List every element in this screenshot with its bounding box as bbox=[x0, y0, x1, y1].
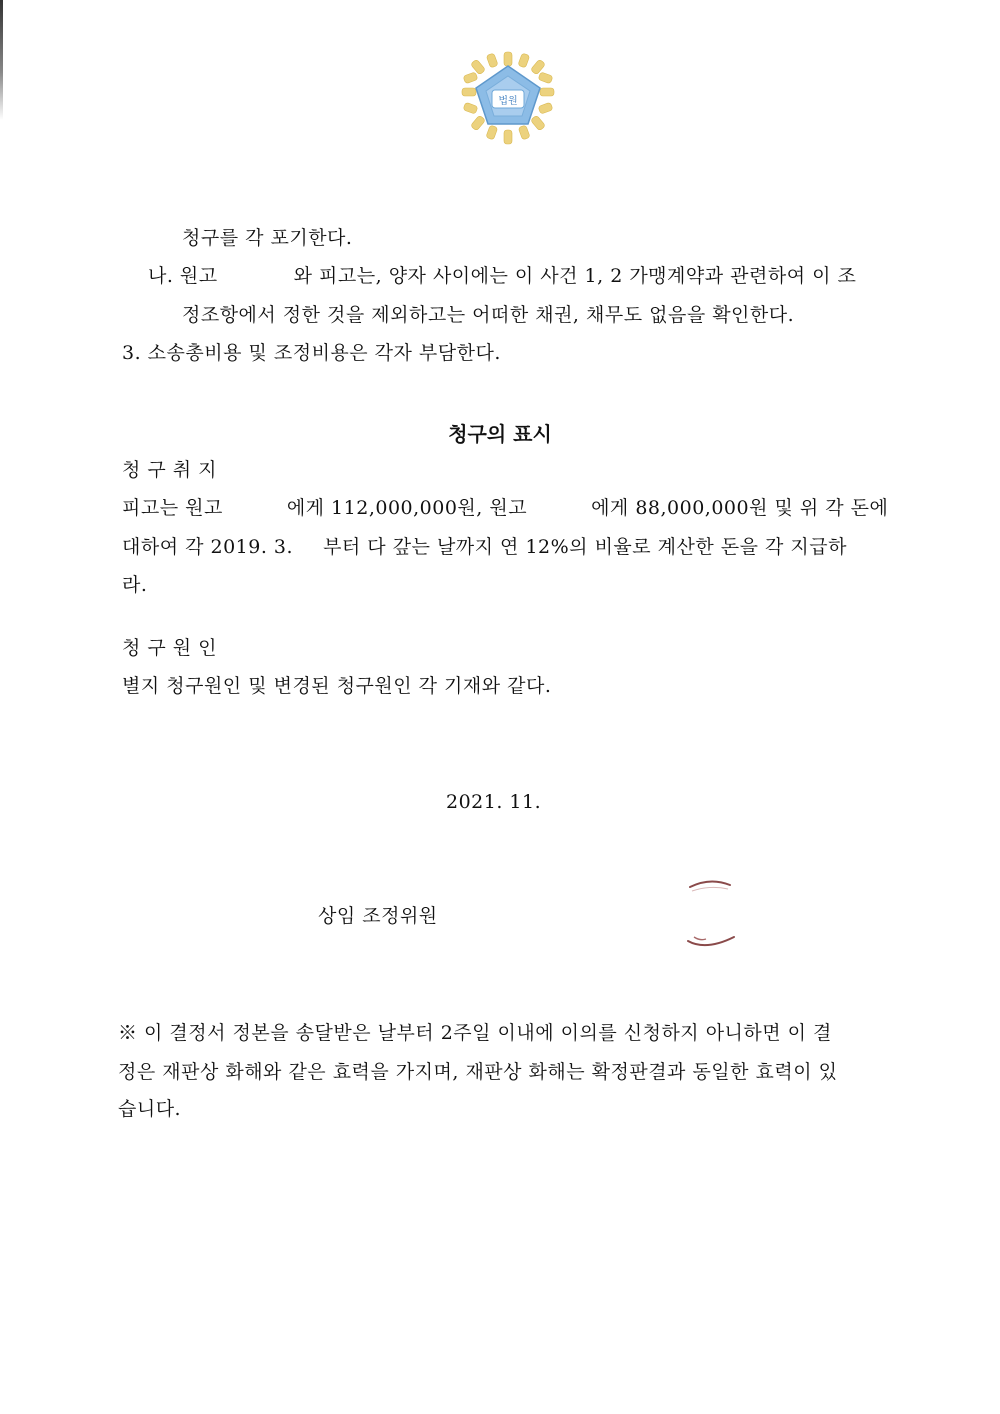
claim-cause-label: 청 구 원 인 bbox=[122, 637, 218, 659]
clause-line-2 bbox=[148, 264, 856, 288]
claim-purpose-1a: 피고는 원고 bbox=[122, 497, 223, 519]
notice-line-1: ※ 이 결정서 정본을 송달받은 날부터 2주일 이내에 이의를 신청하지 아니하면 이 결 bbox=[118, 1022, 832, 1044]
clause-line-3: 정조항에서 정한 것을 제외하고는 어떠한 채권, 채무도 없음을 확인한다. bbox=[182, 304, 795, 326]
claim-purpose-line-3: 라. bbox=[122, 574, 148, 596]
claim-purpose-2b: 부터 다 갚는 날까지 연 12%의 비율로 계산한 돈을 각 지급하 bbox=[323, 536, 847, 558]
clause-line-1: 청구를 각 포기한다. bbox=[182, 227, 353, 249]
document-date: 2021. 11. bbox=[446, 791, 542, 813]
claim-heading: 청구의 표시 bbox=[448, 422, 552, 446]
scan-edge bbox=[0, 0, 3, 120]
notice-line-3: 습니다. bbox=[118, 1098, 182, 1120]
claim-purpose-line-1 bbox=[122, 496, 888, 520]
clause-line-2-rest: 와 피고는, 양자 사이에는 이 사건 1, 2 가맹계약과 관련하여 이 조 bbox=[293, 265, 857, 287]
mediator-title: 상임 조정위원 bbox=[318, 905, 438, 927]
claim-purpose-2a: 대하여 각 2019. 3. bbox=[122, 536, 294, 558]
signature-mark-icon bbox=[680, 875, 750, 960]
emblem-text: 법원 bbox=[498, 96, 518, 107]
claim-purpose-1c: 에게 88,000,000원 및 위 각 돈에 bbox=[591, 497, 889, 519]
claim-purpose-1b: 에게 112,000,000원, 원고 bbox=[286, 497, 528, 519]
court-emblem-icon bbox=[460, 50, 556, 146]
claim-cause-text: 별지 청구원인 및 변경된 청구원인 각 기재와 같다. bbox=[122, 675, 552, 697]
claim-purpose-line-2 bbox=[122, 535, 847, 559]
clause-line-4: 3. 소송총비용 및 조정비용은 각자 부담한다. bbox=[122, 342, 501, 364]
claim-purpose-label: 청 구 취 지 bbox=[122, 459, 218, 481]
clause-line-2-start: 나. 원고 bbox=[148, 265, 218, 287]
notice-line-2: 정은 재판상 화해와 같은 효력을 가지며, 재판상 화해는 확정판결과 동일한 효력이 있 bbox=[118, 1061, 838, 1083]
